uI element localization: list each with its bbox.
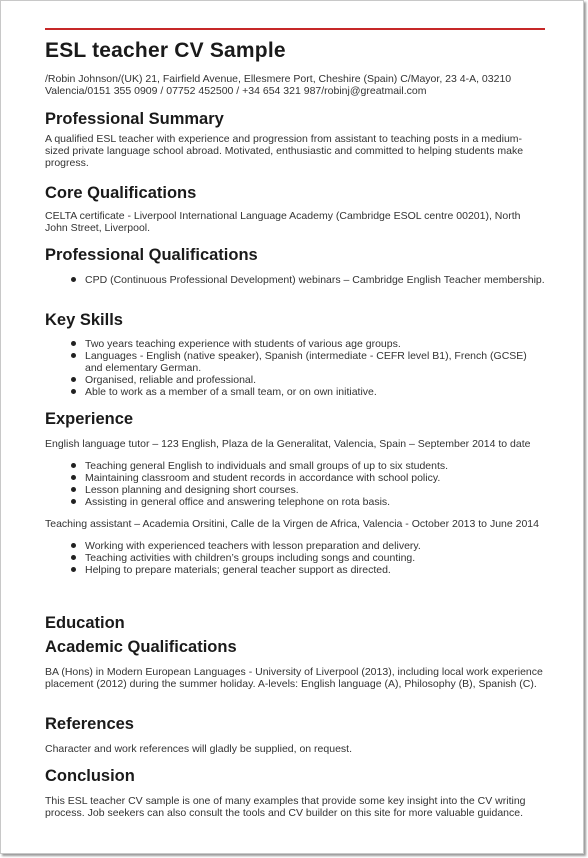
list-item: Helping to prepare materials; general teacher support as directed. [85, 564, 545, 576]
contact-details: /Robin Johnson/(UK) 21, Fairfield Avenue, Ellesmere Port, Cheshire (Spain) C/Mayor, 23 4-A, 03210 Valencia/0151 355 0909 / 07752 452500 / +34 654 321 987/robinj@greatmail.com [45, 73, 512, 97]
academic-heading: Academic Qualifications [45, 638, 237, 656]
list-item: Languages - English (native speaker), Spanish (intermediate - CEFR level B1), French (GCSE) and elementary German. [85, 350, 545, 374]
job-title: Teaching assistant – Academia Orsitini, Calle de la Virgen de Africa, Valencia - October 2013 to June 2014 [45, 518, 539, 530]
references-heading: References [45, 715, 134, 733]
references-text: Character and work references will gladly be supplied, on request. [45, 743, 352, 755]
conclusion-section [45, 766, 545, 819]
conclusion-heading: Conclusion [45, 767, 135, 785]
summary-section [45, 109, 545, 169]
list-item: Organised, reliable and professional. [85, 374, 545, 386]
conclusion-text: This ESL teacher CV sample is one of many examples that provide some key insight into the CV writing process. Job seekers can also consult the tools and CV builder on this site for more valuable guidance. [45, 795, 526, 819]
core-heading: Core Qualifications [45, 184, 197, 202]
professional-heading: Professional Qualifications [45, 246, 258, 264]
references-section [45, 714, 545, 755]
list-item: Able to work as a member of a small team, or on own initiative. [85, 386, 545, 398]
core-section [45, 183, 545, 234]
list-item: Maintaining classroom and student records in accordance with school policy. [85, 472, 545, 484]
list-item: Working with experienced teachers with lesson preparation and delivery. [85, 540, 545, 552]
experience-section [45, 409, 545, 576]
skills-section [45, 310, 545, 398]
experience-heading: Experience [45, 410, 134, 428]
list-item: Teaching activities with children’s groups including songs and counting. [85, 552, 545, 564]
list-item: Two years teaching experience with students of various age groups. [85, 338, 545, 350]
list-item: Teaching general English to individuals and small groups of up to six students. [85, 460, 545, 472]
summary-text: A qualified ESL teacher with experience and progression from assistant to teaching posts in a medium-sized private language school abroad. Motivated, enthusiastic and committed to helping students make progress. [45, 133, 524, 169]
skills-heading: Key Skills [45, 311, 123, 329]
professional-section [45, 245, 545, 286]
education-heading: Education [45, 614, 125, 632]
professional-list [45, 274, 545, 286]
job2-list [45, 540, 545, 576]
education-section [45, 613, 545, 690]
page-title: ESL teacher CV Sample [45, 39, 286, 62]
header-rule [45, 28, 545, 30]
education-text: BA (Hons) in Modern European Languages - University of Liverpool (2013), including local work experience placement (2012) during the summer holiday. A-levels: English language (A), Philosophy (B), Spanish (C). [45, 666, 543, 690]
job-title: English language tutor – 123 English, Plaza de la Generalitat, Valencia, Spain – September 2014 to date [45, 438, 531, 450]
summary-heading: Professional Summary [45, 110, 224, 128]
core-text: CELTA certificate - Liverpool International Language Academy (Cambridge ESOL centre 00201), North John Street, Liverpool. [45, 210, 521, 234]
skills-list [45, 338, 545, 398]
list-item: Lesson planning and designing short courses. [85, 484, 545, 496]
job1-list [45, 460, 545, 508]
list-item: CPD (Continuous Professional Development) webinars – Cambridge English Teacher membership. [85, 274, 545, 286]
list-item: Assisting in general office and answering telephone on rota basis. [85, 496, 545, 508]
